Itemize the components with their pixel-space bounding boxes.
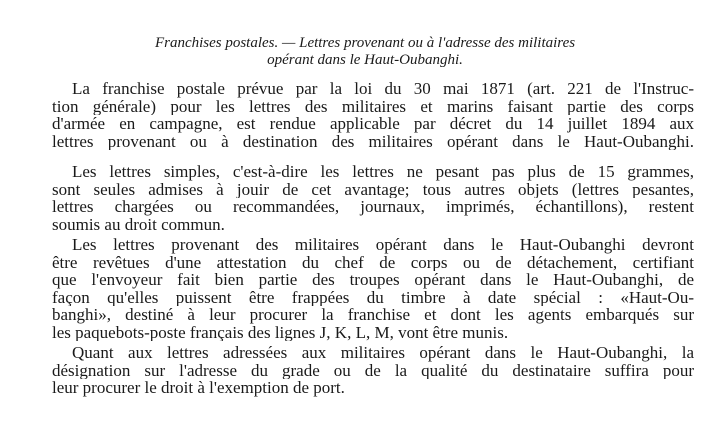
text-line: que l'envoyeur fait bien partie des troupes opérant dans le Haut-Oubanghi, de [52,271,694,289]
text-line: tion générale) pour les lettres des militaires et marins faisant partie des corps [52,97,694,115]
text-line: Les lettres provenant des militaires opérant dans le Haut-Oubanghi devront [72,236,694,254]
text-line: être revêtues d'une attestation du chef de corps ou de détachement, certifiant [52,253,694,271]
text-line: Quant aux lettres adressées aux militaires opérant dans le Haut-Oubanghi, la [72,344,694,362]
text-line: sont seules admises à jouir de cet avantage; tous autres objets (lettres pesantes, [52,180,694,198]
text-line: lettres chargées ou recommandées, journaux, imprimés, échantillons), restent [52,198,694,216]
text-line: leur procurer le droit à l'exemption de port. [52,379,345,397]
text-line: façon qu'elles puissent être frappées du timbre à date spécial : «Haut-Ou- [52,288,694,306]
text-line: d'armée en campagne, est rendue applicable par décret du 14 juillet 1894 aux [52,115,694,133]
text-line: lettres provenant ou à destination des militaires opérant dans le Haut-Oubanghi. [52,132,694,150]
section-title [60,35,670,69]
paragraph-attestation [52,236,694,341]
title-line-2: opérant dans le Haut-Oubanghi. [267,52,463,68]
paragraph-simple-letters [52,163,694,233]
text-line: les paquebots-poste français des lignes J, K, L, M, vont être munis. [52,323,509,341]
title-line-1: Franchises postales. — Lettres provenant ou à l'adresse des militaires [154,35,576,51]
paragraph-franchise-decree [52,80,694,150]
text-line: soumis au droit commun. [52,215,225,233]
text-line: La franchise postale prévue par la loi du 30 mai 1871 (art. 221 de l'Instruc- [72,80,694,98]
paragraph-addressed-letters [52,344,694,397]
text-line: Les lettres simples, c'est-à-dire les lettres ne pesant pas plus de 15 grammes, [72,163,694,181]
text-line: désignation sur l'adresse du grade ou de la qualité du destinataire suffira pour [52,361,694,379]
text-line: banghi», destiné à leur procurer la franchise et dont les agents embarqués sur [52,306,694,324]
